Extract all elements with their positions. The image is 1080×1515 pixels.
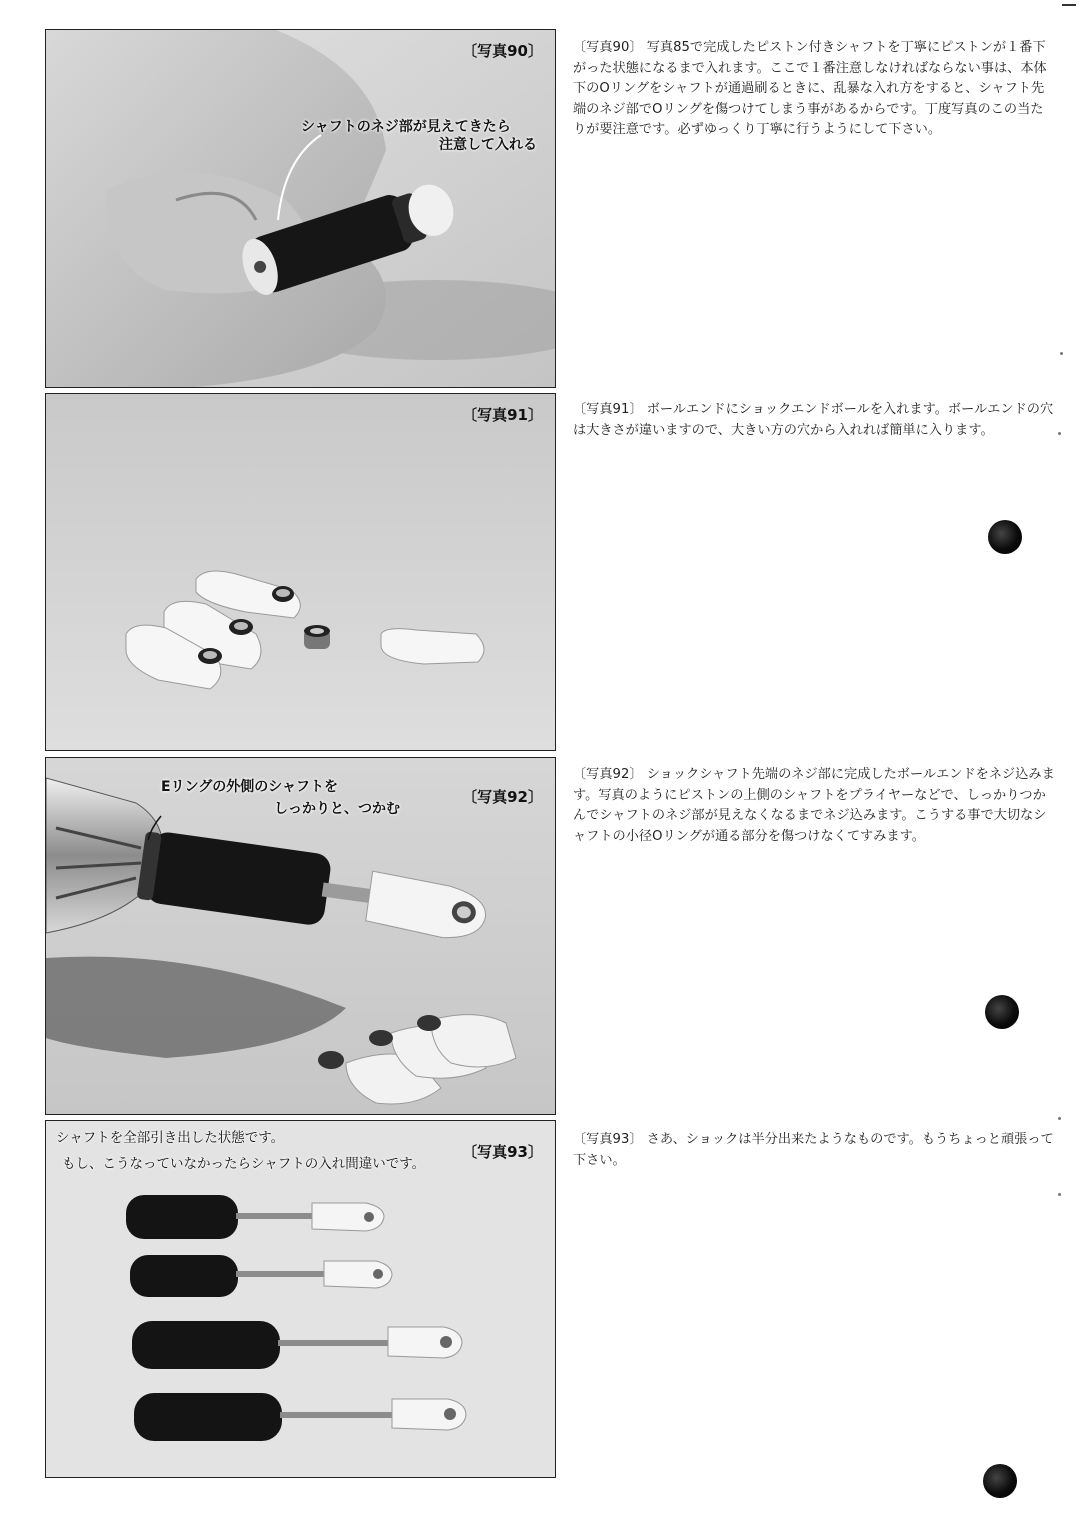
speck-4	[1058, 1193, 1061, 1196]
photo-93-callout-line-2: もし、こうなっていなかったらシャフトの入れ間違いです。	[62, 1156, 426, 1172]
speck-1	[1060, 352, 1063, 355]
description-91	[573, 400, 1055, 441]
description-91-body: ボールエンドにショックエンドボールを入れます。ボールエンドの穴は大きさが違いますので、大きい方の穴から入れれば簡単に入ります。	[573, 402, 1054, 438]
description-92-body: ショックシャフト先端のネジ部に完成したボールエンドをネジ込みます。写真のようにピストンの上側のシャフトをプライヤーなどで、しっかりつかんでシャフトのネジ部が見えなくなるまでネジ込みます。こうする事で大切なシャフトの小径Oリングが通る部分を傷つけなくてすみます。	[573, 767, 1055, 844]
binder-hole-1	[988, 520, 1022, 554]
photo-90-image	[46, 30, 556, 388]
description-90-body: 写真85で完成したピストン付きシャフトを丁寧にピストンが１番下がった状態になるまで入れます。ここで１番注意しなければならない事は、本体下のOリングをシャフトが通過刷るときに、乱暴な入れ方をすると、シャフト先端のネジ部でOリングを傷つけてしまう事があるからです。丁度写真のこの当たりが要注意です。必ずゆっくり丁寧に行うようにして下さい。	[573, 40, 1047, 137]
photo-90-callout-line-2: 注意して入れる	[439, 137, 537, 153]
description-90	[573, 38, 1055, 141]
description-91-lead: 〔写真91〕	[573, 402, 643, 417]
photo-92	[45, 757, 556, 1115]
description-93	[573, 1130, 1055, 1171]
photo-92-tag: 〔写真92〕	[462, 788, 543, 806]
binder-hole-2	[985, 995, 1019, 1029]
photo-90-callout-line-1: シャフトのネジ部が見えてきたら	[301, 119, 511, 135]
speck-2	[1058, 432, 1061, 435]
speck-5	[1062, 4, 1076, 6]
photo-91	[45, 393, 556, 751]
description-90-lead: 〔写真90〕	[573, 40, 643, 55]
photo-92-callout-line-1: Eリングの外側のシャフトを	[161, 779, 339, 795]
description-92	[573, 765, 1055, 847]
description-93-body: さあ、ショックは半分出来たようなものです。もうちょっと頑張って下さい。	[573, 1132, 1054, 1168]
description-93-lead: 〔写真93〕	[573, 1132, 643, 1147]
binder-hole-3	[983, 1464, 1017, 1498]
photo-92-callout-line-2: しっかりと、つかむ	[274, 801, 400, 817]
photo-93-image	[46, 1121, 556, 1478]
photo-90-tag: 〔写真90〕	[462, 42, 543, 60]
photo-93-callout-line-1: シャフトを全部引き出した状態です。	[56, 1130, 285, 1146]
description-92-lead: 〔写真92〕	[573, 767, 643, 782]
photo-93	[45, 1120, 556, 1478]
photo-91-image	[46, 394, 556, 751]
photo-91-tag: 〔写真91〕	[462, 406, 543, 424]
speck-3	[1058, 1117, 1061, 1120]
photo-90	[45, 29, 556, 388]
photo-93-tag: 〔写真93〕	[462, 1143, 543, 1161]
